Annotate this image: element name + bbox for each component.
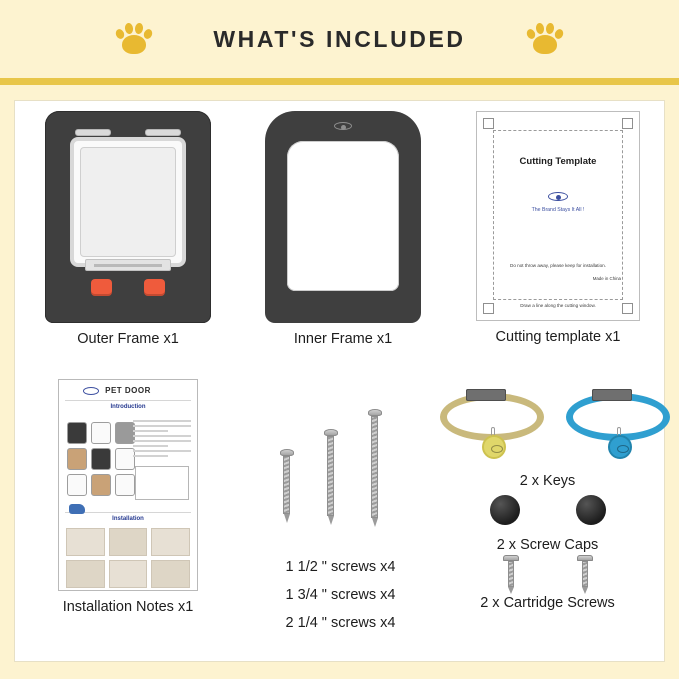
- template-footer: Draw a line along the cutting window.: [520, 303, 596, 308]
- cartridge-screws-caption: 2 x Cartridge Screws: [480, 595, 615, 611]
- item-cutting-template: [458, 111, 658, 345]
- notes-section-one: Introduction: [110, 404, 146, 410]
- flap-window: [70, 137, 186, 267]
- cartridge-screw: [577, 555, 593, 594]
- corner-mark-icon: [622, 118, 633, 129]
- screws-illustration: [266, 387, 416, 563]
- cutting-template-illustration: [476, 111, 640, 321]
- screw-caps-caption: 2 x Screw Caps: [496, 537, 599, 553]
- divider: [65, 400, 191, 401]
- header-divider: [0, 78, 679, 85]
- template-brand: The Brand Stays It All !: [531, 207, 585, 213]
- paw-icon: [115, 21, 153, 57]
- swatch: [91, 474, 111, 496]
- swatch: [115, 422, 135, 444]
- item-screws: [233, 387, 448, 631]
- template-made-in: Made in China: [592, 276, 621, 281]
- content-card: [14, 100, 665, 662]
- key-tag-icon: [608, 435, 632, 459]
- collar-blue: [566, 393, 670, 441]
- corner-mark-icon: [483, 118, 494, 129]
- lock-button-left: [91, 279, 112, 296]
- step-image: [109, 528, 148, 556]
- step-image: [151, 560, 190, 588]
- item-inner-frame: [248, 111, 438, 347]
- buckle-icon: [466, 389, 506, 401]
- key-tag-icon: [482, 435, 506, 459]
- collars-illustration: [440, 387, 670, 469]
- hinge-left-icon: [75, 129, 111, 136]
- step-image: [66, 528, 105, 556]
- template-title: Cutting Template: [519, 156, 597, 167]
- screw-cap: [490, 495, 520, 525]
- template-note: Do not throw away, please keep for installation.: [510, 263, 606, 268]
- item-outer-frame: [33, 111, 223, 347]
- screw-size-1: 1 1/2 " screws x4: [285, 559, 396, 575]
- step-image: [151, 528, 190, 556]
- latch-bar: [85, 259, 171, 271]
- step-image: [66, 560, 105, 588]
- step-image: [109, 560, 148, 588]
- screw-size-3: 2 1/4 " screws x4: [285, 615, 396, 631]
- swatch: [67, 474, 87, 496]
- swatch: [67, 448, 87, 470]
- item-keys-group: [440, 387, 655, 611]
- swatch: [115, 448, 135, 470]
- swatch: [91, 422, 111, 444]
- swatch: [67, 422, 87, 444]
- notes-section-two: Installation: [112, 516, 144, 522]
- cartridge-screw: [503, 555, 519, 594]
- color-swatch-grid: [67, 422, 135, 496]
- buckle-icon: [592, 389, 632, 401]
- item-installation-notes: [33, 379, 223, 615]
- screw-short: [280, 449, 294, 523]
- notes-steps-grid: [66, 528, 190, 588]
- page-title: WHAT'S INCLUDED: [213, 25, 466, 52]
- paw-icon: [526, 21, 564, 57]
- outer-frame-illustration: [45, 111, 211, 323]
- inner-frame-caption: Inner Frame x1: [293, 331, 393, 347]
- installation-notes-illustration: [58, 379, 198, 591]
- brand-eye-icon: [541, 190, 575, 204]
- cutting-template-caption: Cutting template x1: [495, 329, 621, 345]
- swatch: [91, 448, 111, 470]
- notes-title: PET DOOR: [105, 386, 151, 395]
- cat-silhouette-icon: [69, 504, 85, 514]
- screw-size-2: 1 3/4 " screws x4: [285, 587, 396, 603]
- notes-diagram: [135, 466, 189, 500]
- screw-long: [368, 409, 382, 527]
- flap-pane: [80, 147, 176, 257]
- screw-medium: [324, 429, 338, 525]
- page-header: [0, 0, 679, 78]
- screw-caps-illustration: [448, 489, 648, 535]
- cartridge-screws-illustration: [448, 553, 648, 597]
- installation-notes-caption: Installation Notes x1: [62, 599, 194, 615]
- collar-gold: [440, 393, 544, 441]
- inner-frame-illustration: [265, 111, 421, 323]
- brand-eye-icon: [328, 119, 358, 133]
- keys-caption: 2 x Keys: [519, 473, 576, 489]
- outer-frame-caption: Outer Frame x1: [77, 331, 179, 347]
- hinge-right-icon: [145, 129, 181, 136]
- swatch: [115, 474, 135, 496]
- screw-cap: [576, 495, 606, 525]
- notes-text-block: [133, 420, 191, 460]
- inner-frame-opening: [287, 141, 399, 291]
- lock-button-right: [144, 279, 165, 296]
